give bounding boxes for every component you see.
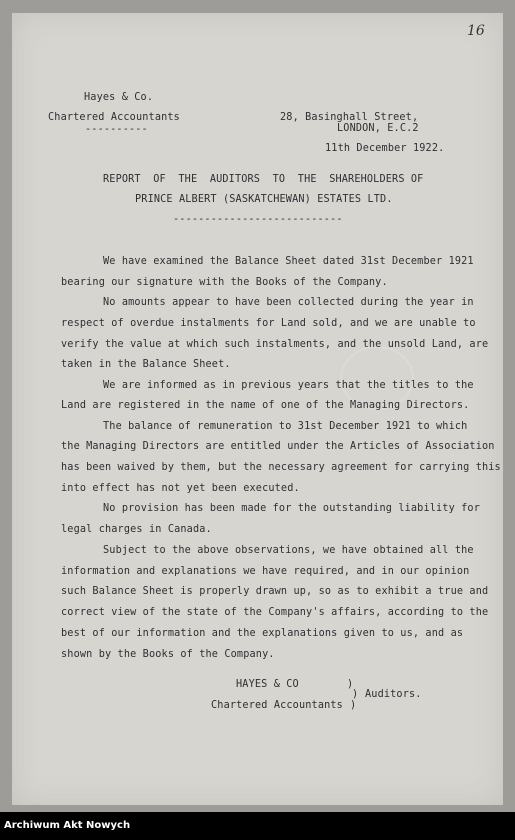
body-line: shown by the Books of the Company.	[61, 649, 275, 660]
body-line: We are informed as in previous years that the titles to the	[103, 380, 474, 391]
signature-bracket: )	[352, 689, 359, 700]
page-number: 16	[467, 23, 485, 39]
title-rule: ---------------------------	[173, 214, 343, 225]
archive-label: Archiwum Akt Nowych	[4, 820, 131, 831]
address-line-2: LONDON, E.C.2	[337, 123, 419, 134]
body-line: best of our information and the explanations given to us, and as	[61, 628, 464, 639]
signature-bracket: )	[350, 700, 357, 711]
firm-name: Hayes & Co.	[84, 92, 154, 103]
body-line: the Managing Directors are entitled under the Articles of Association	[61, 441, 495, 452]
body-line: The balance of remuneration to 31st December 1921 to which	[103, 421, 468, 432]
document-date: 11th December 1922.	[325, 143, 445, 154]
body-line: respect of overdue instalments for Land sold, and we are unable to	[61, 318, 476, 329]
body-line: No provision has been made for the outstanding liability for	[103, 503, 481, 514]
body-line: correct view of the state of the Company's affairs, according to the	[61, 607, 489, 618]
firm-profession: Chartered Accountants	[48, 112, 180, 123]
firm-underline: ----------	[85, 124, 148, 135]
body-line: Land are registered in the name of one of the Managing Directors.	[61, 400, 470, 411]
signature-name: HAYES & CO	[236, 679, 299, 690]
signature-role: Auditors.	[365, 689, 422, 700]
report-title-line-2: PRINCE ALBERT (SASKATCHEWAN) ESTATES LTD.	[135, 194, 393, 205]
body-line: legal charges in Canada.	[61, 524, 212, 535]
body-line: information and explanations we have required, and in our opinion	[61, 566, 470, 577]
body-line: Subject to the above observations, we have obtained all the	[103, 545, 474, 556]
body-line: bearing our signature with the Books of the Company.	[61, 277, 388, 288]
address-line-1: 28, Basinghall Street,	[280, 112, 419, 123]
body-line: We have examined the Balance Sheet dated 31st December 1921	[103, 256, 474, 267]
signature-bracket: )	[347, 679, 354, 690]
body-line: such Balance Sheet is properly drawn up, so as to exhibit a true and	[61, 586, 489, 597]
body-line: verify the value at which such instalments, and the unsold Land, are	[61, 339, 489, 350]
body-line: No amounts appear to have been collected during the year in	[103, 297, 474, 308]
body-line: taken in the Balance Sheet.	[61, 359, 231, 370]
body-line: into effect has not yet been executed.	[61, 483, 300, 494]
signature-profession: Chartered Accountants	[211, 700, 343, 711]
body-line: has been waived by them, but the necessary agreement for carrying this	[61, 462, 501, 473]
report-title-line-1: REPORT OF THE AUDITORS TO THE SHAREHOLDERS OF	[103, 174, 424, 185]
